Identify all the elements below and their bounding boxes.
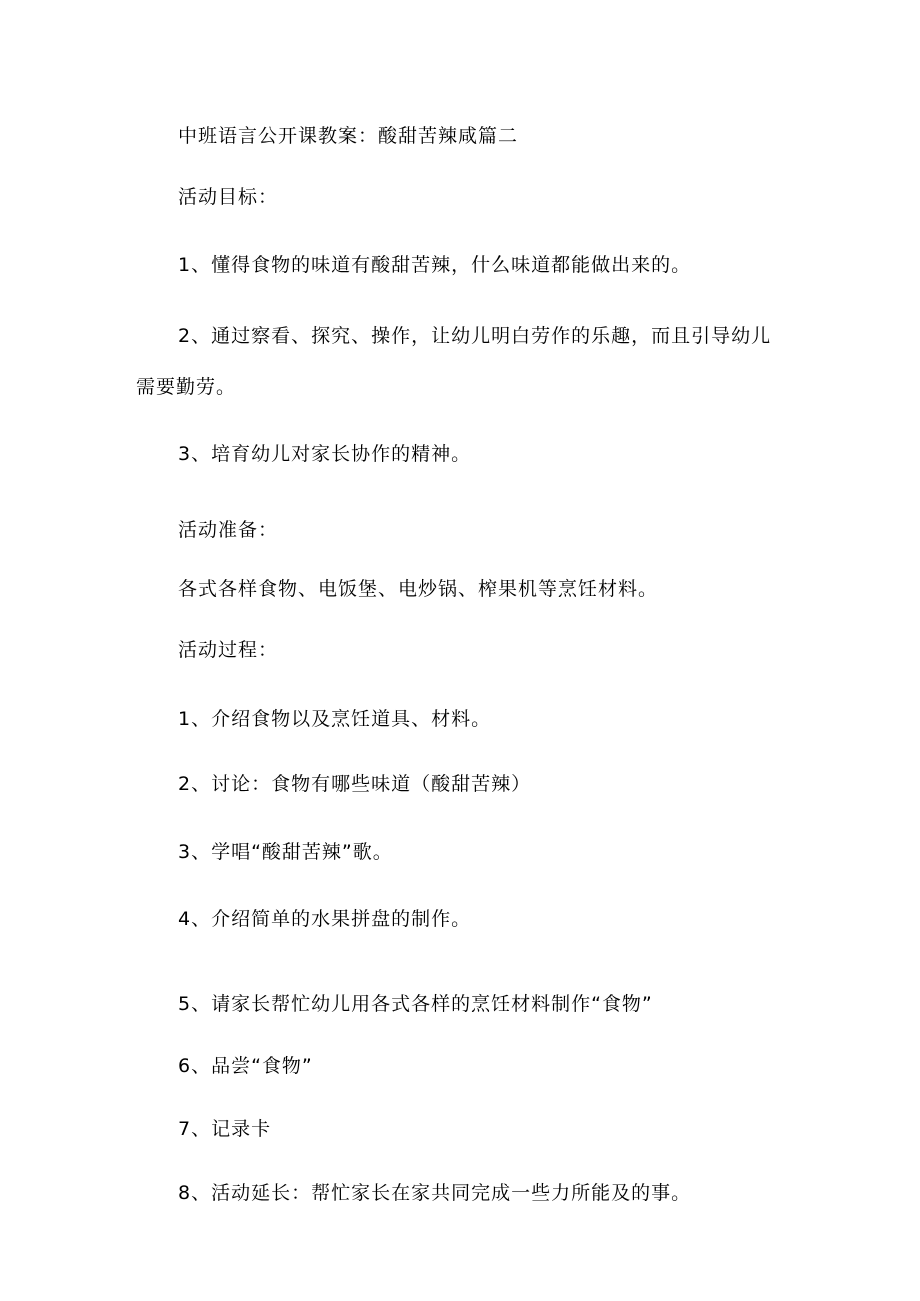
goals-heading: 活动目标： <box>178 186 279 208</box>
process-item-8: 8、活动延长：帮忙家长在家共同完成一些力所能及的事。 <box>178 1182 692 1204</box>
goal-item-3: 3、培育幼儿对家长协作的精神。 <box>178 443 472 465</box>
process-heading: 活动过程： <box>178 639 279 661</box>
process-item-1: 1、介绍食物以及烹饪道具、材料。 <box>178 708 492 730</box>
prep-heading: 活动准备： <box>178 519 279 541</box>
process-item-5: 5、请家长帮忙幼儿用各式各样的烹饪材料制作“食物” <box>178 993 653 1015</box>
process-item-3: 3、学唱“酸甜苦辣”歌。 <box>178 841 393 863</box>
prep-text: 各式各样食物、电饭堡、电炒锅、榨果机等烹饪材料。 <box>178 578 659 600</box>
goal-item-2: 2、通过察看、探究、操作，让幼儿明白劳作的乐趣，而且引导幼儿 <box>178 325 772 347</box>
process-item-7: 7、记录卡 <box>178 1118 272 1140</box>
process-item-4: 4、介绍简单的水果拼盘的制作。 <box>178 908 472 930</box>
process-item-2: 2、讨论：食物有哪些味道（酸甜苦辣） <box>178 773 532 795</box>
document-title: 中班语言公开课教案：酸甜苦辣咸篇二 <box>178 125 519 147</box>
goal-item-2-continued: 需要勤劳。 <box>136 376 237 398</box>
process-item-6: 6、品尝“食物” <box>178 1055 313 1077</box>
goal-item-1: 1、懂得食物的味道有酸甜苦辣，什么味道都能做出来的。 <box>178 254 692 276</box>
